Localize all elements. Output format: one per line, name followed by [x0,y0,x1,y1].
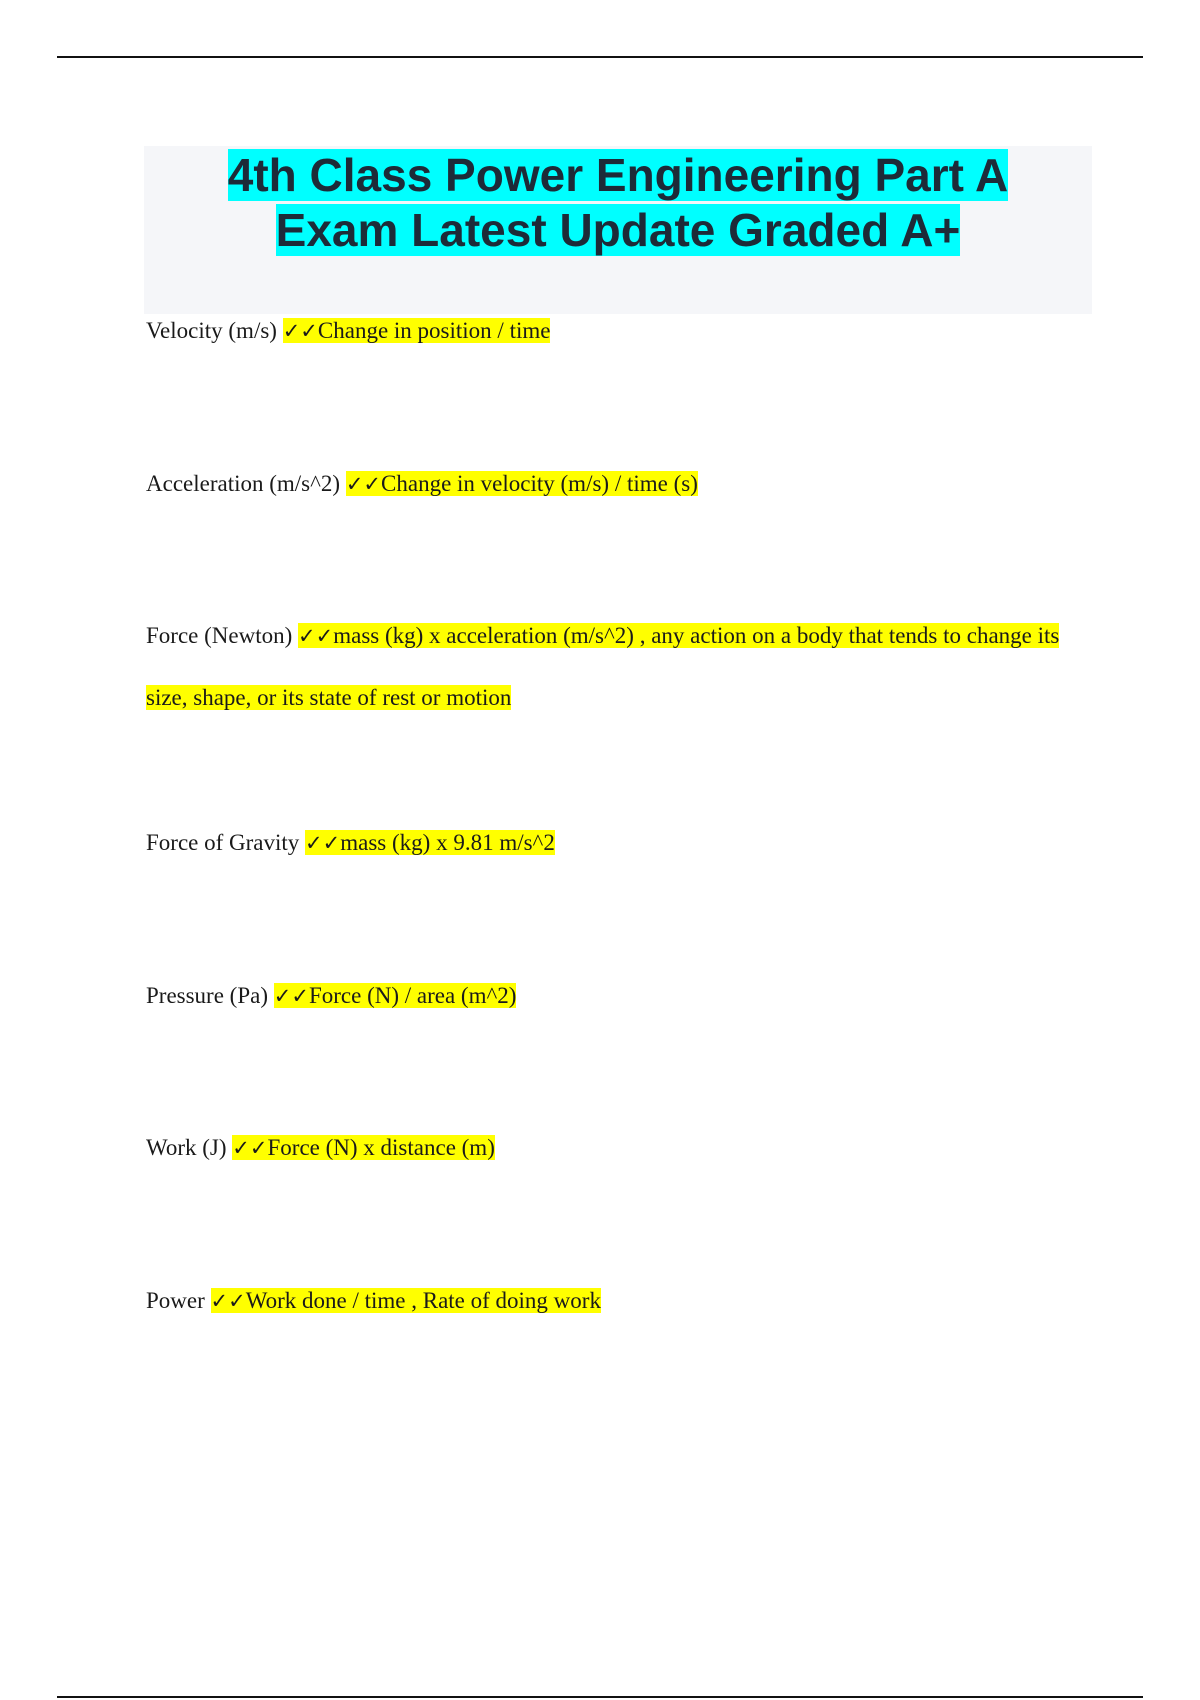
entry-work [146,1117,1086,1179]
entry-term: Force (Newton) [146,623,293,648]
title-box [144,146,1092,314]
entry-answer [346,471,698,496]
entry-answer [232,1135,495,1160]
entry-term: Pressure (Pa) [146,983,268,1008]
entry-power [146,1270,1086,1332]
entry-definition: Force (N) x distance (m) [267,1135,495,1160]
double-check-icon: ✓✓ [210,1289,246,1313]
entry-answer [211,1288,601,1313]
double-check-icon: ✓✓ [282,319,318,343]
double-check-icon: ✓✓ [345,472,382,496]
title-line-2: Exam Latest Update Graded A+ [275,204,961,256]
entry-definition: Change in velocity (m/s) / time (s) [381,471,698,496]
entry-definition: Work done / time , Rate of doing work [245,1288,601,1313]
double-check-icon: ✓✓ [305,831,341,855]
entry-term: Work (J) [146,1135,227,1160]
title-line-1: 4th Class Power Engineering Part A [227,149,1009,201]
entry-answer [283,318,551,343]
document-title [144,146,1092,258]
entry-velocity [146,300,1086,362]
entry-term: Velocity (m/s) [146,318,277,343]
entry-force-of-gravity [146,812,1086,874]
entry-definition: mass (kg) x 9.81 m/s^2 [340,830,555,855]
page-bottom-rule [57,1696,1143,1698]
entry-term: Power [146,1288,205,1313]
double-check-icon: ✓✓ [232,1136,268,1160]
double-check-icon: ✓✓ [298,624,334,648]
entry-definition: Force (N) / area (m^2) [308,983,517,1008]
entry-answer [274,983,517,1008]
entry-term: Force of Gravity [146,830,300,855]
entry-pressure [146,965,1086,1027]
entry-answer [305,830,555,855]
entry-term: Acceleration (m/s^2) [146,471,341,496]
entry-force [146,605,1086,728]
double-check-icon: ✓✓ [273,984,309,1008]
entry-definition: Change in position / time [317,318,551,343]
entry-acceleration [146,453,1086,515]
page-top-rule [57,56,1143,58]
entry-definition: mass (kg) x acceleration (m/s^2) , any action on a body that tends to change its size, shape, or its state of rest or motion [146,623,1060,710]
